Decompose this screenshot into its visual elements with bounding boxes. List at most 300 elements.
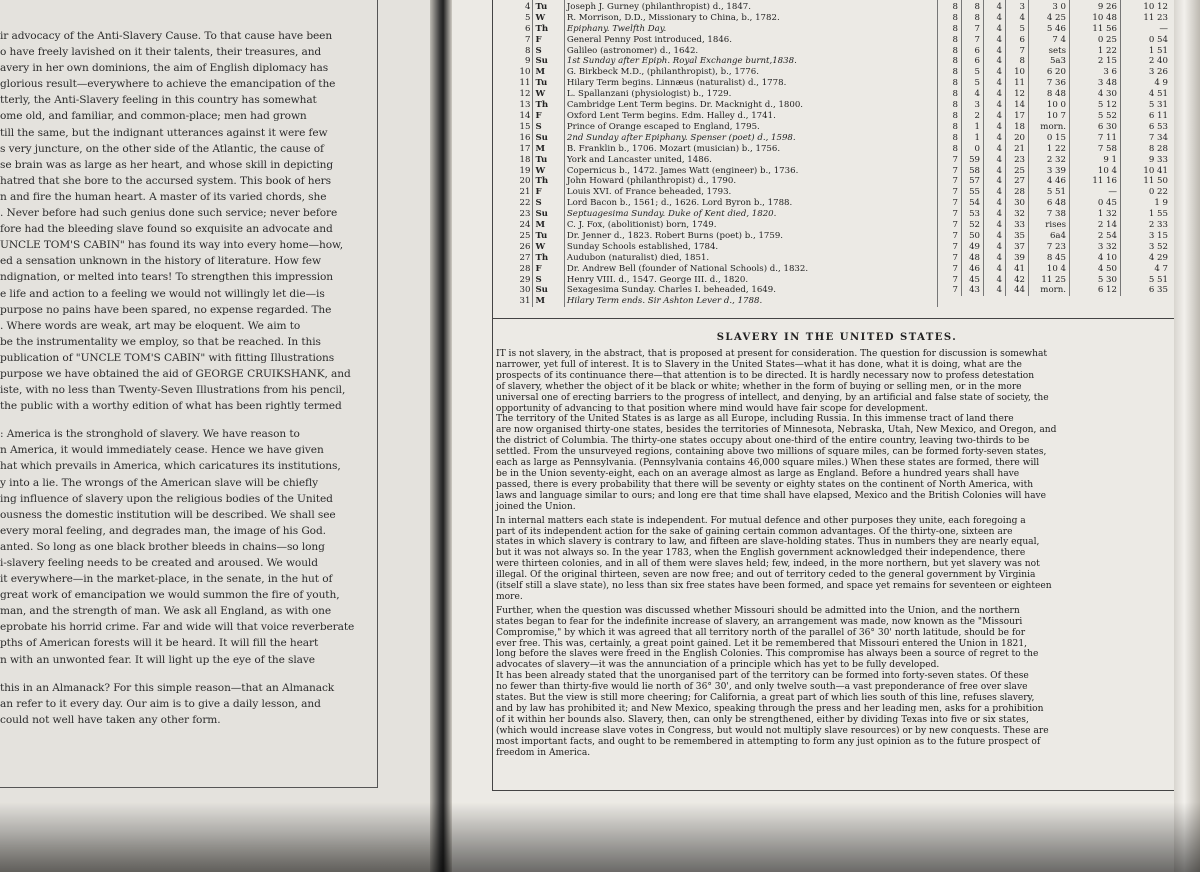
- calendar-figure: 4: [1006, 13, 1029, 24]
- calendar-weekday: Tu: [533, 231, 564, 242]
- calendar-figures-row: [940, 209, 1171, 220]
- calendar-figure: 4 46: [1029, 176, 1070, 187]
- calendar-figure: 1 22: [1029, 144, 1070, 155]
- calendar-figure: 7 38: [1029, 209, 1070, 220]
- text-line: and by law has prohibited it; and New Mexico, speaking through the press and her leading men, asks for a prohibition: [496, 704, 1044, 714]
- calendar-row: [494, 67, 938, 78]
- calendar-figure: 5 51: [1148, 274, 1168, 285]
- text-line: It has been already stated that the unorganised part of the territory can be formed into forty-seven states. Of these: [496, 671, 1029, 682]
- calendar-figure: 4: [984, 144, 1006, 155]
- calendar-figure: 2: [962, 111, 984, 122]
- text-line: purpose no pains have been spared, no expense regarded. The: [0, 303, 332, 316]
- text-line: (itself still a slave state), no less than six free states have been formed, and space yet remains for seventeen or eighteen: [496, 581, 1052, 592]
- calendar-weekday: Su: [533, 56, 564, 67]
- calendar-figures-row: [940, 242, 1171, 253]
- calendar-event: Hilary Term ends. Sir Ashton Lever d., 1788.: [564, 296, 937, 307]
- calendar-figure: 10 48: [1070, 13, 1121, 24]
- calendar-figure: 7: [940, 253, 962, 264]
- calendar-figures-row: [940, 155, 1171, 166]
- text-line: but it was not always so. In the year 1783, when the English government acknowledged their independence, there: [496, 548, 1026, 559]
- calendar-figure: 5: [962, 67, 984, 78]
- calendar-figure: 2 54: [1070, 231, 1121, 242]
- calendar-event: L. Spallanzani (physiologist) b., 1729.: [564, 89, 937, 100]
- calendar-day: 30: [494, 285, 533, 296]
- calendar-row: [494, 275, 938, 286]
- calendar-figure: 0 25: [1070, 35, 1121, 46]
- calendar-day: 8: [494, 46, 533, 57]
- calendar-divider: [492, 318, 1182, 319]
- calendar-row: [494, 144, 938, 155]
- article-title: SLAVERY IN THE UNITED STATES.: [716, 332, 958, 343]
- calendar-weekday: M: [533, 144, 564, 155]
- calendar-event: Sunday Schools established, 1784.: [564, 242, 937, 253]
- calendar-figures: [940, 0, 1180, 296]
- calendar-figure: 4 30: [1070, 89, 1121, 100]
- calendar-figure: 5 31: [1148, 100, 1168, 111]
- calendar-figures-row: [940, 100, 1171, 111]
- calendar-row: [494, 285, 938, 296]
- calendar-figure: 32: [1006, 209, 1029, 220]
- calendar-figure: 4: [962, 89, 984, 100]
- calendar-figures-row: [940, 2, 1171, 13]
- text-line: passed, there is every probability that there will be seventy or eighty states on the continent of North America, with: [496, 479, 1034, 490]
- calendar-figure: 11 23: [1143, 12, 1168, 23]
- text-line: are now organised thirty-one states, besides the territories of Minnesota, Nebraska, Utah, New Mexico, and Oregon, and: [496, 425, 1057, 436]
- calendar-figure: morn.: [1029, 122, 1070, 133]
- calendar-day: 29: [494, 275, 533, 286]
- calendar-figure: 1 9: [1154, 198, 1168, 209]
- text-line: Compromise," by which it was agreed that all territory north of the parallel of 36° 30' north latitude, should be for: [496, 627, 1026, 638]
- calendar-figure: 10 0: [1029, 100, 1070, 111]
- calendar-row: [494, 56, 938, 67]
- calendar-figure: 10 4: [1029, 264, 1070, 275]
- calendar-figure: 30: [1006, 198, 1029, 209]
- calendar-figure: 7: [940, 198, 962, 209]
- text-line: laws and language similar to ours; and long ere that time shall have elapsed, Mexico and the British Colonies will have: [496, 490, 1047, 501]
- calendar-figure: 59: [962, 155, 984, 166]
- calendar-figure: 8: [940, 100, 962, 111]
- calendar-row: [494, 264, 938, 275]
- calendar-figure: 8: [940, 122, 962, 133]
- text-line: settled. From the unsurveyed regions, containing above two millions of square miles, can be formed forty-seven states,: [496, 447, 1047, 458]
- text-line: fore had the bleeding slave found so exquisite an advocate and: [0, 223, 333, 236]
- calendar-figures-row: [940, 89, 1171, 100]
- text-line: hat which prevails in America, which caricatures its institutions,: [0, 460, 341, 473]
- calendar-weekday: W: [533, 89, 564, 100]
- calendar-figure: 46: [962, 264, 984, 275]
- calendar-figure: 4: [984, 242, 1006, 253]
- calendar-day: 21: [494, 187, 533, 198]
- text-line: of it within her bounds also. Slavery, then, can only be strengthened, either by dividing Texas into five or six states,: [496, 714, 1029, 725]
- calendar-figure: 11 56: [1070, 24, 1121, 35]
- text-line: man, and the strength of man. We ask all England, as with one: [0, 605, 332, 618]
- right-page: [452, 0, 1200, 872]
- calendar-figure: 39: [1006, 253, 1029, 264]
- calendar-day: 11: [494, 78, 533, 89]
- calendar-event: York and Lancaster united, 1486.: [564, 155, 937, 166]
- calendar-figure: 5 52: [1070, 111, 1121, 122]
- calendar-figure: 2 33: [1148, 220, 1168, 231]
- calendar-row: [494, 46, 938, 57]
- calendar-event: Copernicus b., 1472. James Watt (engineer) b., 1736.: [564, 166, 937, 177]
- calendar-row: [494, 209, 938, 220]
- calendar-weekday: Su: [533, 133, 564, 144]
- calendar-day: 13: [494, 100, 533, 111]
- calendar-figure: 1 55: [1148, 209, 1168, 220]
- calendar-figure: 8 45: [1029, 253, 1070, 264]
- calendar-figure: 8: [940, 89, 962, 100]
- calendar-figure: 55: [962, 187, 984, 198]
- text-line: opportunity of advancing to that position where mind would have fair scope for development.: [496, 403, 928, 414]
- calendar-figure: 4: [984, 78, 1006, 89]
- text-line: IT is not slavery, in the abstract, that is proposed at present for consideration. The question for discussion is somewhat: [496, 349, 1048, 359]
- text-line: illegal. Of the original thirteen, seven are now free; and out of territory ceded to the general government by Virginia: [496, 570, 1036, 581]
- text-line: the public with a worthy edition of what has been rightly termed: [0, 400, 342, 413]
- calendar-figure: 4: [984, 133, 1006, 144]
- calendar-weekday: Su: [533, 285, 564, 296]
- calendar-figure: 8 28: [1148, 143, 1168, 154]
- calendar-figure: 7 11: [1070, 133, 1121, 144]
- text-line: every moral feeling, and degrades man, the image of his God.: [0, 524, 326, 537]
- calendar-figures-row: [940, 253, 1171, 264]
- calendar-figure: 4: [984, 220, 1006, 231]
- calendar-day: 5: [494, 13, 533, 24]
- calendar-figures-row: [940, 35, 1171, 46]
- calendar-figure: 33: [1006, 220, 1029, 231]
- calendar-row: [494, 2, 938, 13]
- calendar-figure: 7: [940, 166, 962, 177]
- text-line: most important facts, and ought to be remembered in attempting to form any just opinion as to the future prospect of: [496, 736, 1041, 747]
- calendar-figure: 48: [962, 253, 984, 264]
- calendar-figure: 3 26: [1148, 67, 1168, 78]
- calendar-figure: 0 15: [1029, 133, 1070, 144]
- calendar-figures-row: [940, 144, 1171, 155]
- calendar-figure: 5 30: [1070, 275, 1121, 286]
- text-line: no fewer than thirty-five would lie north of 36° 30', and only twelve south—a vast preponderance of free over slave: [496, 682, 1028, 693]
- calendar-figure: sets: [1029, 46, 1070, 57]
- calendar-row: [494, 253, 938, 264]
- calendar-figure: 20: [1006, 133, 1029, 144]
- calendar-weekday: F: [533, 187, 564, 198]
- calendar-figures-row: [940, 24, 1171, 35]
- calendar-event: Cambridge Lent Term begins. Dr. Macknight d., 1800.: [564, 100, 937, 111]
- calendar-figure: 4: [984, 67, 1006, 78]
- calendar-figure: 42: [1006, 275, 1029, 286]
- calendar-row: [494, 242, 938, 253]
- calendar-figure: 7 23: [1029, 242, 1070, 253]
- calendar-event: Galileo (astronomer) d., 1642.: [564, 46, 937, 57]
- text-line: iste, with no less than Twenty-Seven Illustrations from his pencil,: [0, 384, 346, 397]
- calendar-figure: 6: [962, 56, 984, 67]
- calendar-weekday: Tu: [533, 78, 564, 89]
- text-line: it everywhere—in the market-place, in the senate, in the hut of: [0, 573, 333, 586]
- calendar-figure: 7: [940, 242, 962, 253]
- calendar-figure: 3 48: [1070, 78, 1121, 89]
- calendar-figure: 4 51: [1148, 89, 1168, 100]
- calendar-day: 18: [494, 155, 533, 166]
- text-line: of slavery, whether the object of it be black or white; whether in the form of buying or selling men, or in the more: [496, 381, 1022, 392]
- paragraph-gap: [0, 414, 372, 426]
- calendar-day: 19: [494, 166, 533, 177]
- calendar-figure: 8 48: [1029, 89, 1070, 100]
- calendar-figure: 4: [984, 122, 1006, 133]
- text-line: joined the Union.: [496, 501, 576, 512]
- calendar-table: [494, 0, 938, 307]
- calendar-weekday: F: [533, 111, 564, 122]
- calendar-figure: 28: [1006, 187, 1029, 198]
- calendar-figure: 18: [1006, 122, 1029, 133]
- calendar-figures-row: [940, 187, 1171, 198]
- calendar-figure: 2 40: [1148, 56, 1168, 67]
- calendar-day: 4: [494, 2, 533, 13]
- calendar-figure: 0: [962, 144, 984, 155]
- text-line: n with an unwonted fear. It will light up the eye of the slave: [0, 653, 315, 666]
- calendar-event: Joseph J. Gurney (philanthropist) d., 1847.: [564, 2, 937, 13]
- calendar-figures-row: [940, 275, 1171, 286]
- text-line: In internal matters each state is independent. For mutual defence and other purposes they unite, each foregoing a: [496, 515, 1026, 526]
- calendar-figures-row: [940, 46, 1171, 57]
- calendar-figure: 3 52: [1148, 241, 1168, 252]
- left-page-text: [0, 28, 372, 728]
- calendar-figures-row: [940, 176, 1171, 187]
- text-line: eprobate his horrid crime. Far and wide will that voice reverberate: [0, 621, 355, 634]
- calendar-figure: 10 41: [1143, 165, 1168, 176]
- left-page-bottom-edge: [0, 832, 430, 872]
- calendar-figure: 6 12: [1070, 285, 1121, 296]
- article: [496, 330, 1178, 759]
- text-line: states began to fear for the indefinite increase of slavery, an arrangement was made, now known as the "Missouri: [496, 616, 1023, 627]
- calendar-day: 25: [494, 231, 533, 242]
- calendar-figure: 4 10: [1070, 253, 1121, 264]
- calendar-figure: 1 51: [1148, 45, 1168, 56]
- calendar-weekday: F: [533, 35, 564, 46]
- text-line: Further, when the question was discussed whether Missouri should be admitted into the Union, and the northern: [496, 605, 1020, 616]
- calendar-event: Prince of Orange escaped to England, 1795.: [564, 122, 937, 133]
- calendar-figure: 4: [984, 56, 1006, 67]
- text-line: (which would increase slave votes in Congress, but would not multiply slave resources) or by new conquests. These are: [496, 725, 1049, 736]
- calendar-figure: 4 25: [1029, 13, 1070, 24]
- calendar-figure: 5a3: [1029, 56, 1070, 67]
- calendar-figure: 7: [940, 155, 962, 166]
- text-line: more.: [496, 591, 523, 602]
- text-line: could not well have taken any other form.: [0, 713, 221, 726]
- calendar-day: 24: [494, 220, 533, 231]
- calendar-figure: 6: [962, 46, 984, 57]
- calendar-day: 15: [494, 122, 533, 133]
- text-line: e life and action to a feeling we would not willingly let die—is: [0, 287, 325, 300]
- calendar-figure: 6: [1006, 35, 1029, 46]
- calendar-figure: 5 12: [1070, 100, 1121, 111]
- text-line: freedom in America.: [496, 747, 591, 758]
- calendar-figure: 4: [984, 89, 1006, 100]
- calendar-day: 16: [494, 133, 533, 144]
- calendar-figure: 6 53: [1148, 121, 1168, 132]
- calendar-figure: 58: [962, 166, 984, 177]
- calendar-day: 22: [494, 198, 533, 209]
- calendar-figure: 4: [984, 275, 1006, 286]
- calendar-figure: 4: [984, 231, 1006, 242]
- calendar-figure: 50: [962, 231, 984, 242]
- calendar-figure: 4: [984, 100, 1006, 111]
- text-line: an refer to it every day. Our aim is to give a daily lesson, and: [0, 697, 321, 710]
- calendar-figure: rises: [1029, 220, 1070, 231]
- calendar-figures-row: [940, 231, 1171, 242]
- book-gutter: [430, 0, 452, 872]
- text-line: universal one of erecting barriers to the progress of intellect, and denying, by an artificial and false state of society, the: [496, 392, 1049, 403]
- calendar-event: Dr. Jenner d., 1823. Robert Burns (poet) b., 1759.: [564, 231, 937, 242]
- text-line: states. But the view is still more cheering; for California, a great part of which lies south of this line, refuses slavery,: [496, 693, 1035, 704]
- calendar-figure: 2 32: [1029, 155, 1070, 166]
- calendar-row: [494, 231, 938, 242]
- calendar-figure: 7: [1006, 46, 1029, 57]
- calendar-figure: 4 9: [1154, 78, 1168, 89]
- text-line: pths of American forests will it be heard. It will fill the heart: [0, 637, 319, 650]
- text-line: : America is the stronghold of slavery. We have reason to: [0, 428, 300, 441]
- text-line: great work of emancipation we would summon the fire of youth,: [0, 589, 340, 602]
- calendar-figure: 53: [962, 209, 984, 220]
- calendar-figures-row: [940, 111, 1171, 122]
- calendar-figure: 6 11: [1148, 110, 1168, 121]
- calendar-figure: 7: [940, 275, 962, 286]
- text-line: publication of "UNCLE TOM'S CABIN" with fitting Illustrations: [0, 351, 335, 364]
- calendar-figure: 9 33: [1148, 154, 1168, 165]
- calendar-day: 31: [494, 296, 533, 307]
- calendar-figures-row: [940, 264, 1171, 275]
- calendar-figure: 4: [984, 46, 1006, 57]
- calendar-weekday: Th: [533, 176, 564, 187]
- calendar-row: [494, 133, 938, 144]
- calendar-figure: 4: [984, 155, 1006, 166]
- calendar-weekday: S: [533, 198, 564, 209]
- calendar-row: [494, 176, 938, 187]
- calendar-figure: 7: [940, 285, 962, 296]
- calendar-weekday: M: [533, 67, 564, 78]
- calendar-figure: 4: [984, 198, 1006, 209]
- text-line: narrower, yet full of interest. It is to Slavery in the United States—what it has done, what it is doing, what are the: [496, 359, 1022, 370]
- calendar-weekday: Th: [533, 24, 564, 35]
- calendar-figure: 2 14: [1070, 220, 1121, 231]
- calendar-row: [494, 111, 938, 122]
- calendar-row: [494, 89, 938, 100]
- calendar-row: [494, 122, 938, 133]
- calendar-figure: 4: [984, 187, 1006, 198]
- calendar-figure: 7: [940, 231, 962, 242]
- calendar-event: Sexagesima Sunday. Charles I. beheaded, 1649.: [564, 285, 937, 296]
- calendar-event: Septuagesima Sunday. Duke of Kent died, 1820.: [564, 209, 937, 220]
- calendar-figure: 6 20: [1029, 67, 1070, 78]
- calendar-figure: 9 1: [1070, 155, 1121, 166]
- text-line: prospects of its continuance there—that attention is to be directed. It is hardly necessary now to profess detestation: [496, 370, 1035, 381]
- calendar-weekday: W: [533, 13, 564, 24]
- text-line: tterly, the Anti-Slavery feeling in this country has somewhat: [0, 94, 317, 107]
- calendar-figure: 10 7: [1029, 111, 1070, 122]
- calendar-row: [494, 13, 938, 24]
- text-line: states in which slavery is contrary to law, and fifteen are slave-holding states. Thus in numbers they are nearly equal,: [496, 537, 1040, 548]
- calendar-figure: 8: [940, 24, 962, 35]
- calendar-figure: 4: [984, 2, 1006, 13]
- calendar-event: Epiphany. Twelfth Day.: [564, 24, 937, 35]
- text-line: ing influence of slavery upon the religious bodies of the United: [0, 492, 333, 505]
- calendar-row: [494, 155, 938, 166]
- left-page: [0, 0, 430, 872]
- calendar-day: 26: [494, 242, 533, 253]
- text-line: the district of Columbia. The thirty-one states occupy about one-third of the entire country, leaving two-thirds to be: [496, 436, 1030, 447]
- calendar-figure: 11 16: [1070, 176, 1121, 187]
- calendar-figure: 8: [962, 13, 984, 24]
- calendar-day: 6: [494, 24, 533, 35]
- right-page-edge: [1174, 0, 1200, 872]
- calendar-weekday: Th: [533, 253, 564, 264]
- calendar-weekday: Tu: [533, 2, 564, 13]
- calendar-row: [494, 198, 938, 209]
- calendar-event: General Penny Post introduced, 1846.: [564, 35, 937, 46]
- calendar-figure: 10: [1006, 67, 1029, 78]
- text-line: purpose we have obtained the aid of GEORGE CRUIKSHANK, and: [0, 367, 351, 380]
- calendar-figure: 6 30: [1070, 122, 1121, 133]
- calendar-weekday: S: [533, 46, 564, 57]
- text-line: ousness the domestic institution will be described. We shall see: [0, 508, 336, 521]
- calendar-day: 17: [494, 144, 533, 155]
- text-line: advocates of slavery—it was the annunciation of a principle which has yet to be fully developed.: [496, 660, 940, 671]
- text-line: long before the slaves were freed in the English Colonies. This compromise has always been a source of regret to the: [496, 649, 1039, 660]
- calendar-figures-row: [940, 67, 1171, 78]
- calendar-event: Lord Bacon b., 1561; d., 1626. Lord Byron b., 1788.: [564, 198, 937, 209]
- calendar-figure: 14: [1006, 100, 1029, 111]
- calendar-row: [494, 220, 938, 231]
- calendar-figure: 3: [962, 100, 984, 111]
- calendar-figure: 3 0: [1029, 2, 1070, 13]
- calendar-day: 7: [494, 35, 533, 46]
- calendar-figure: 6 35: [1148, 285, 1168, 296]
- calendar-figure: 7 4: [1029, 35, 1070, 46]
- calendar-weekday: M: [533, 220, 564, 231]
- calendar-event: Louis XVI. of France beheaded, 1793.: [564, 187, 937, 198]
- calendar-figure: 12: [1006, 89, 1029, 100]
- calendar-figure: 7: [962, 35, 984, 46]
- calendar-figure: 3 6: [1070, 67, 1121, 78]
- calendar-row: [494, 187, 938, 198]
- calendar-weekday: Tu: [533, 155, 564, 166]
- calendar-figure: 4: [984, 264, 1006, 275]
- text-line: be in the Union seventy-eight, each on an average almost as large as England. Before a hundred years shall have: [496, 468, 1020, 479]
- text-line: y into a lie. The wrongs of the American slave will be chiefly: [0, 476, 319, 489]
- calendar-figure: 4: [984, 176, 1006, 187]
- calendar-figure: 8: [940, 46, 962, 57]
- calendar-weekday: Su: [533, 209, 564, 220]
- calendar-figure: 21: [1006, 144, 1029, 155]
- calendar-figure: 6a4: [1029, 231, 1070, 242]
- text-line: ever free. This was, certainly, a great point gained. Let it be remembered that Missouri entered the Union in 1821,: [496, 638, 1028, 649]
- calendar-figure: 4: [984, 253, 1006, 264]
- calendar-figure: 4: [984, 209, 1006, 220]
- calendar-figure: 57: [962, 176, 984, 187]
- calendar-event: John Howard (philanthropist) d., 1790.: [564, 176, 937, 187]
- text-line: UNCLE TOM'S CABIN" has found its way into every home—how,: [0, 239, 343, 252]
- text-line: s very juncture, on the other side of the Atlantic, the cause of: [0, 142, 324, 155]
- calendar-weekday: W: [533, 242, 564, 253]
- calendar-event: 2nd Sunday after Epiphany. Spenser (poet) d., 1598.: [564, 133, 937, 144]
- calendar-weekday: M: [533, 296, 564, 307]
- calendar-day: 27: [494, 253, 533, 264]
- calendar-figure: —: [1159, 23, 1168, 34]
- calendar-figure: 0 22: [1148, 187, 1168, 198]
- calendar-figure: 1 22: [1070, 46, 1121, 57]
- calendar-figure: 11 25: [1029, 275, 1070, 286]
- text-line: n America, it would immediately cease. Hence we have given: [0, 444, 324, 457]
- calendar-figures-row: [940, 166, 1171, 177]
- calendar-figure: 4: [984, 13, 1006, 24]
- text-line: The territory of the United States is as large as all Europe, including Russia. In this immense tract of land there: [496, 414, 1014, 425]
